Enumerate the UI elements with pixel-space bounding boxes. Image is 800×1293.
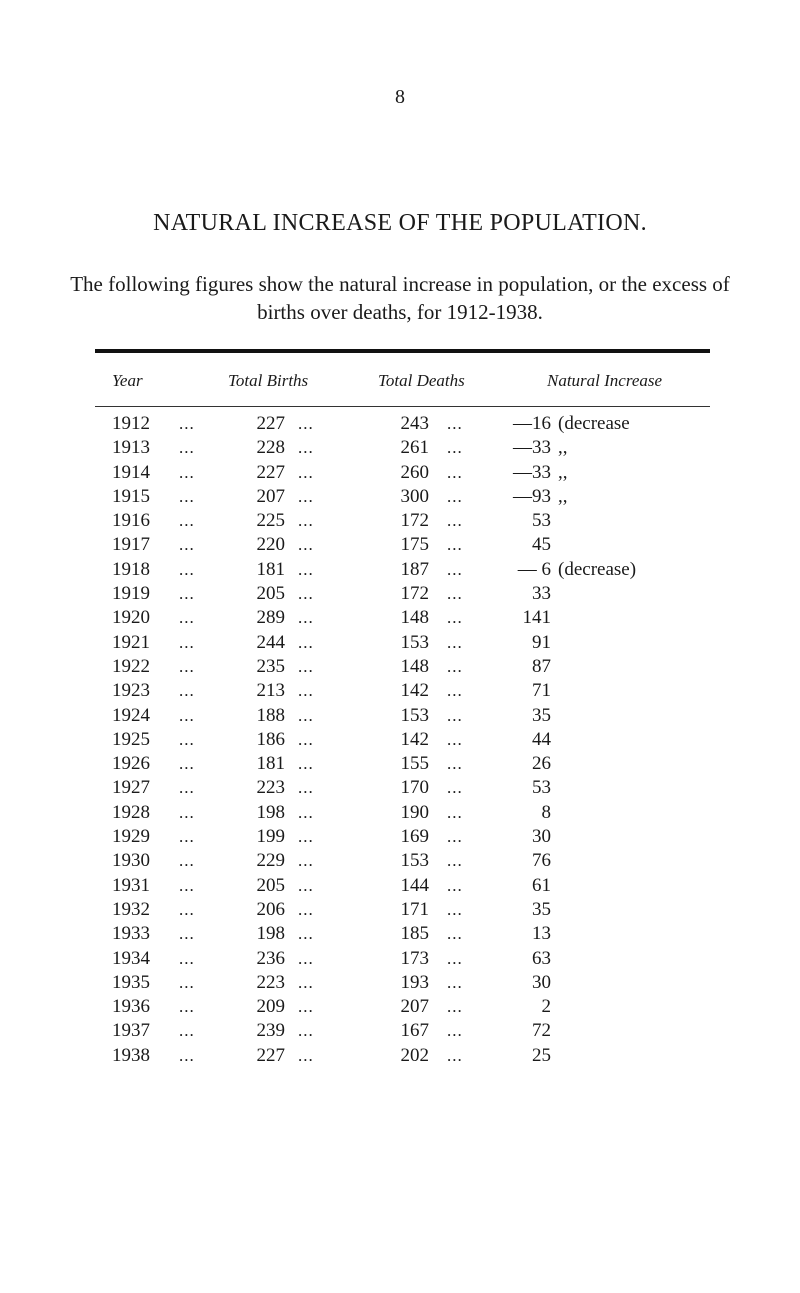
table-row [0,582,800,606]
leader-dots: ... [298,438,314,458]
leader-dots: ... [179,778,195,798]
year-cell: 1928 [112,801,150,823]
deaths-cell: 153 [400,631,429,653]
leader-dots: ... [298,681,314,701]
increase-cell: 87 [532,655,551,677]
leader-dots: ... [298,851,314,871]
leader-dots: ... [447,584,463,604]
increase-cell: 76 [532,850,551,872]
leader-dots: ... [447,681,463,701]
table-row [0,679,800,703]
header-natural-increase: Natural Increase [547,371,663,390]
leader-dots: ... [179,535,195,555]
deaths-cell: 261 [400,437,429,459]
table-row [0,436,800,460]
leader-dots: ... [179,729,195,749]
increase-cell: —93 [513,485,551,507]
leader-dots: ... [298,632,314,652]
leader-dots: ... [179,1045,195,1065]
deaths-cell: 172 [400,510,429,532]
leader-dots: ... [447,924,463,944]
deaths-cell: 142 [400,680,429,702]
year-cell: 1914 [112,461,150,483]
year-cell: 1934 [112,947,150,969]
leader-dots: ... [447,414,463,433]
table-row [0,1044,800,1068]
leader-dots: ... [447,632,463,652]
leader-dots: ... [298,997,314,1017]
table-row [0,776,800,800]
leader-dots: ... [298,486,314,506]
table-row [0,631,800,655]
increase-cell: —16 [513,413,551,434]
leader-dots: ... [179,875,195,895]
table-row [0,825,800,849]
increase-cell: 35 [532,704,551,726]
leader-dots: ... [179,851,195,871]
births-cell: 223 [256,777,285,799]
leader-dots: ... [179,1021,195,1041]
table-row [0,752,800,776]
leader-dots: ... [179,972,195,992]
year-cell: 1913 [112,437,150,459]
deaths-cell: 142 [400,728,429,750]
deaths-cell: 173 [400,947,429,969]
year-cell: 1929 [112,826,150,848]
deaths-cell: 171 [400,898,429,920]
increase-cell: —33 [513,461,551,483]
page-number: 8 [395,86,405,108]
leader-dots: ... [179,559,195,579]
table-row [0,728,800,752]
leader-dots: ... [447,802,463,822]
leader-dots: ... [447,462,463,482]
year-cell: 1923 [112,680,150,702]
note-cell: (decrease) [558,558,637,580]
increase-cell: 91 [532,631,551,653]
note-cell: ,, [558,437,568,459]
leader-dots: ... [447,705,463,725]
year-cell: 1915 [112,485,150,507]
leader-dots: ... [298,608,314,628]
leader-dots: ... [298,972,314,992]
leader-dots: ... [298,511,314,531]
intro-paragraph: The following figures show the natural increase in population, or the excess of births over deaths, for 1912-1938. [70,272,730,324]
leader-dots: ... [298,948,314,968]
year-cell: 1936 [112,996,150,1018]
increase-cell: 30 [532,826,551,848]
deaths-cell: 172 [400,583,429,605]
leader-dots: ... [298,656,314,676]
increase-cell: 8 [541,801,551,823]
year-cell: 1918 [112,558,150,580]
increase-cell: 2 [541,996,551,1018]
leader-dots: ... [179,754,195,774]
leader-dots: ... [447,754,463,774]
leader-dots: ... [447,535,463,555]
births-cell: 289 [256,607,285,629]
leader-dots: ... [179,584,195,604]
births-cell: 236 [256,947,285,969]
note-cell: ,, [558,461,568,483]
year-cell: 1935 [112,971,150,993]
increase-cell: 33 [532,583,551,605]
deaths-cell: 167 [400,1020,429,1042]
table-header [0,371,800,395]
table-row [0,485,800,509]
table-row [0,509,800,533]
leader-dots: ... [179,924,195,944]
increase-cell: 26 [532,753,551,775]
year-cell: 1917 [112,534,150,556]
leader-dots: ... [179,656,195,676]
deaths-cell: 175 [400,534,429,556]
deaths-cell: 243 [400,413,429,434]
header-year: Year [112,371,143,390]
increase-cell: — 6 [517,558,551,580]
leader-dots: ... [447,608,463,628]
leader-dots: ... [179,608,195,628]
leader-dots: ... [179,997,195,1017]
leader-dots: ... [447,997,463,1017]
table-row [0,606,800,630]
population-table [0,412,800,1068]
births-cell: 186 [256,728,285,750]
deaths-cell: 144 [400,874,429,896]
year-cell: 1912 [112,413,150,434]
deaths-cell: 155 [400,753,429,775]
increase-cell: 45 [532,534,551,556]
leader-dots: ... [179,827,195,847]
leader-dots: ... [298,754,314,774]
deaths-cell: 202 [400,1044,429,1066]
births-cell: 181 [256,753,285,775]
leader-dots: ... [298,584,314,604]
births-cell: 223 [256,971,285,993]
leader-dots: ... [447,899,463,919]
deaths-cell: 190 [400,801,429,823]
table-row [0,412,800,436]
leader-dots: ... [447,656,463,676]
leader-dots: ... [298,827,314,847]
increase-cell: 13 [532,923,551,945]
leader-dots: ... [447,559,463,579]
leader-dots: ... [298,802,314,822]
leader-dots: ... [447,1021,463,1041]
leader-dots: ... [179,486,195,506]
leader-dots: ... [298,899,314,919]
header-total-deaths: Total Deaths [378,371,465,390]
table-row [0,1019,800,1043]
births-cell: 227 [256,413,285,434]
births-cell: 205 [256,874,285,896]
increase-cell: —33 [513,437,551,459]
table-row [0,849,800,873]
leader-dots: ... [179,802,195,822]
year-cell: 1937 [112,1020,150,1042]
table-row [0,971,800,995]
births-cell: 235 [256,655,285,677]
leader-dots: ... [179,705,195,725]
year-cell: 1921 [112,631,150,653]
leader-dots: ... [447,851,463,871]
births-cell: 220 [256,534,285,556]
increase-cell: 44 [532,728,551,750]
leader-dots: ... [447,729,463,749]
births-cell: 188 [256,704,285,726]
leader-dots: ... [179,632,195,652]
leader-dots: ... [298,462,314,482]
increase-cell: 72 [532,1020,551,1042]
leader-dots: ... [298,1021,314,1041]
leader-dots: ... [179,948,195,968]
table-row [0,461,800,485]
births-cell: 239 [256,1020,285,1042]
table-row [0,801,800,825]
year-cell: 1924 [112,704,150,726]
increase-cell: 53 [532,777,551,799]
deaths-cell: 260 [400,461,429,483]
increase-cell: 35 [532,898,551,920]
births-cell: 244 [256,631,285,653]
leader-dots: ... [447,948,463,968]
leader-dots: ... [298,924,314,944]
table-row [0,655,800,679]
deaths-cell: 170 [400,777,429,799]
leader-dots: ... [298,729,314,749]
year-cell: 1938 [112,1044,150,1066]
deaths-cell: 153 [400,704,429,726]
deaths-cell: 169 [400,826,429,848]
leader-dots: ... [179,462,195,482]
increase-cell: 53 [532,510,551,532]
increase-cell: 30 [532,971,551,993]
increase-cell: 71 [532,680,551,702]
leader-dots: ... [179,681,195,701]
year-cell: 1930 [112,850,150,872]
leader-dots: ... [447,875,463,895]
births-cell: 225 [256,510,285,532]
table-row [0,922,800,946]
births-cell: 227 [256,461,285,483]
births-cell: 199 [256,826,285,848]
leader-dots: ... [179,511,195,531]
births-cell: 198 [256,801,285,823]
deaths-cell: 148 [400,655,429,677]
increase-cell: 63 [532,947,551,969]
leader-dots: ... [447,972,463,992]
leader-dots: ... [179,899,195,919]
page-title: NATURAL INCREASE OF THE POPULATION. [153,210,647,236]
leader-dots: ... [298,705,314,725]
births-cell: 229 [256,850,285,872]
births-cell: 227 [256,1044,285,1066]
leader-dots: ... [298,559,314,579]
leader-dots: ... [179,438,195,458]
births-cell: 198 [256,923,285,945]
births-cell: 213 [256,680,285,702]
leader-dots: ... [179,414,195,433]
leader-dots: ... [447,1045,463,1065]
births-cell: 207 [256,485,285,507]
leader-dots: ... [298,1045,314,1065]
year-cell: 1927 [112,777,150,799]
births-cell: 205 [256,583,285,605]
year-cell: 1933 [112,923,150,945]
leader-dots: ... [447,511,463,531]
leader-dots: ... [447,827,463,847]
table-row [0,898,800,922]
increase-cell: 141 [522,607,551,629]
table-header-rule [95,406,710,407]
deaths-cell: 148 [400,607,429,629]
births-cell: 206 [256,898,285,920]
header-total-births: Total Births [228,371,309,390]
leader-dots: ... [298,414,314,433]
deaths-cell: 185 [400,923,429,945]
increase-cell: 61 [532,874,551,896]
year-cell: 1922 [112,655,150,677]
table-row [0,704,800,728]
year-cell: 1932 [112,898,150,920]
note-cell: ,, [558,485,568,507]
births-cell: 181 [256,558,285,580]
births-cell: 209 [256,996,285,1018]
table-top-rule [95,349,710,353]
births-cell: 228 [256,437,285,459]
leader-dots: ... [298,778,314,798]
leader-dots: ... [298,875,314,895]
leader-dots: ... [447,778,463,798]
table-row [0,558,800,582]
deaths-cell: 153 [400,850,429,872]
table-row [0,874,800,898]
table-row [0,947,800,971]
table-row [0,995,800,1019]
deaths-cell: 300 [400,485,429,507]
leader-dots: ... [447,438,463,458]
year-cell: 1916 [112,510,150,532]
leader-dots: ... [447,486,463,506]
year-cell: 1931 [112,874,150,896]
note-cell: (decrease [558,413,630,434]
deaths-cell: 187 [400,558,429,580]
year-cell: 1920 [112,607,150,629]
leader-dots: ... [298,535,314,555]
increase-cell: 25 [532,1044,551,1066]
deaths-cell: 193 [400,971,429,993]
year-cell: 1919 [112,583,150,605]
table-row [0,533,800,557]
deaths-cell: 207 [400,996,429,1018]
year-cell: 1925 [112,728,150,750]
year-cell: 1926 [112,753,150,775]
